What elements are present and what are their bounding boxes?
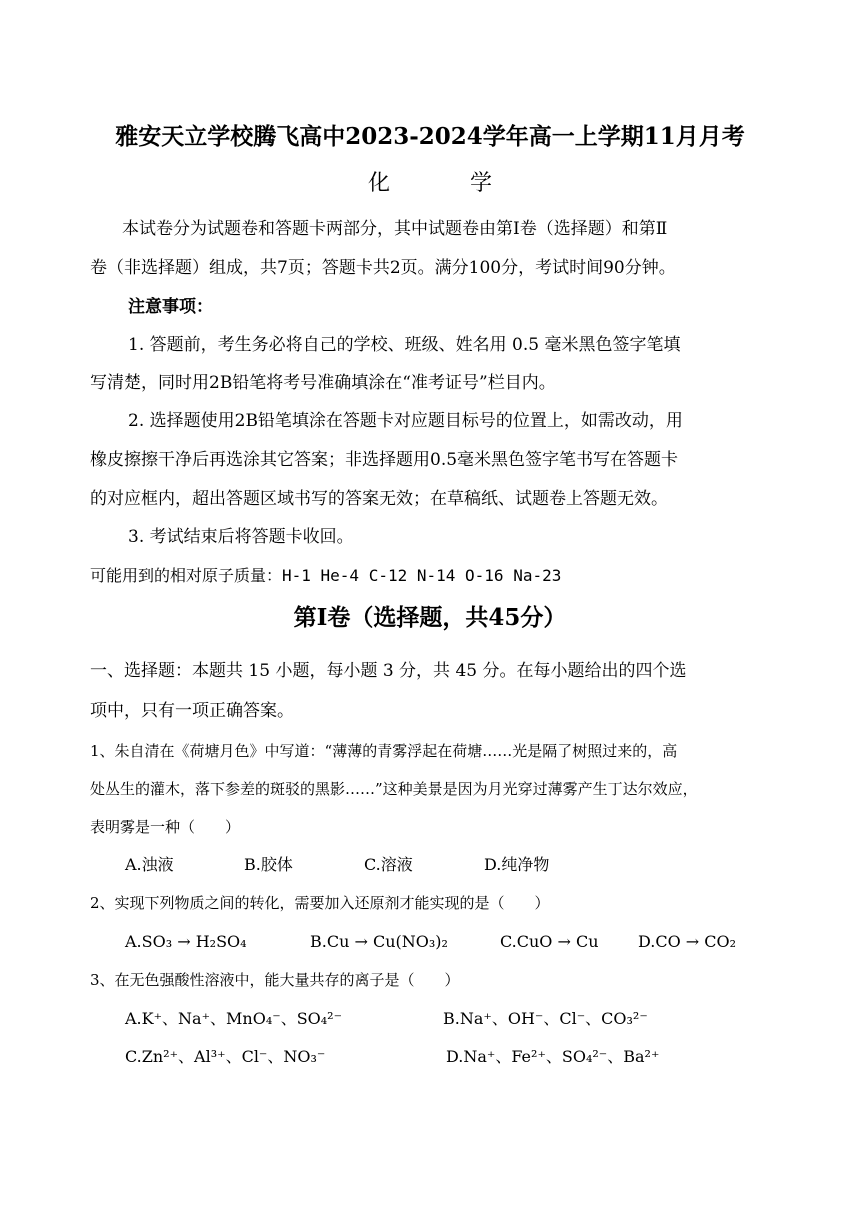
- notice-item-2-line-1: 2. 选择题使用2B铅笔填涂在答题卡对应题目标号的位置上，如需改动，用: [128, 411, 683, 431]
- question-2-stem: 2、实现下列物质之间的转化，需要加入还原剂才能实现的是（ ）: [90, 894, 550, 912]
- subject-char-2: 学: [470, 171, 493, 196]
- atomic-masses: 可能用到的相对原子质量：H-1 He-4 C-12 N-14 O-16 Na-23: [90, 566, 562, 585]
- question-1-option-d: D.纯净物: [484, 855, 550, 874]
- question-3-option-c: C.Zn²⁺、Al³⁺、Cl⁻、NO₃⁻: [125, 1047, 326, 1066]
- section-1-title: 第Ⅰ卷（选择题，共45分）: [293, 604, 567, 631]
- notice-item-1-line-2: 写清楚，同时用2B铅笔将考号准确填涂在“准考证号”栏目内。: [90, 373, 556, 393]
- question-1-line-2: 处丛生的灌木，落下参差的斑驳的黑影……”这种美景是因为月光穿过薄雾产生丁达尔效应，: [90, 780, 698, 798]
- section-1-instructions-line-1: 一、选择题：本题共 15 小题，每小题 3 分，共 45 分。在每小题给出的四个选: [90, 661, 687, 681]
- question-1-line-3: 表明雾是一种（ ）: [90, 818, 241, 836]
- question-2-option-d: D.CO → CO₂: [638, 932, 737, 951]
- question-2-option-a: A.SO₃ → H₂SO₄: [125, 932, 247, 951]
- question-2-option-b: B.Cu → Cu(NO₃)₂: [310, 932, 448, 951]
- subject-heading: [0, 170, 860, 198]
- intro-line-1: 本试卷分为试题卷和答题卡两部分，其中试题卷由第Ⅰ卷（选择题）和第Ⅱ: [122, 219, 668, 239]
- question-1-line-1: 1、朱自清在《荷塘月色》中写道：“薄薄的青雾浮起在荷塘……光是隔了树照过来的，高: [90, 742, 678, 760]
- question-2-option-c: C.CuO → Cu: [500, 932, 599, 951]
- notice-item-2-line-3: 的对应框内，超出答题区域书写的答案无效；在草稿纸、试题卷上答题无效。: [90, 489, 668, 509]
- question-1-option-a: A.浊液: [125, 855, 174, 874]
- exam-title: 雅安天立学校腾飞高中2023-2024学年高一上学期11月月考: [115, 123, 745, 150]
- subject-char-1: 化: [367, 171, 390, 196]
- question-3-option-b: B.Na⁺、OH⁻、Cl⁻、CO₃²⁻: [443, 1009, 648, 1028]
- question-1-option-b: B.胶体: [244, 855, 293, 874]
- intro-line-2: 卷（非选择题）组成，共7页；答题卡共2页。满分100分，考试时间90分钟。: [90, 258, 676, 278]
- notice-item-1-line-1: 1. 答题前，考生务必将自己的学校、班级、姓名用 0.5 毫米黑色签字笔填: [128, 335, 681, 355]
- question-3-option-a: A.K⁺、Na⁺、MnO₄⁻、SO₄²⁻: [125, 1009, 343, 1028]
- notice-item-2-line-2: 橡皮擦擦干净后再选涂其它答案；非选择题用0.5毫米黑色签字笔书写在答题卡: [90, 450, 679, 470]
- question-1-option-c: C.溶液: [364, 855, 413, 874]
- notice-heading: 注意事项：: [128, 297, 213, 317]
- question-3-stem: 3、在无色强酸性溶液中，能大量共存的离子是（ ）: [90, 971, 460, 989]
- question-3-option-d: D.Na⁺、Fe²⁺、SO₄²⁻、Ba²⁺: [446, 1047, 660, 1066]
- notice-item-3: 3. 考试结束后将答题卡收回。: [128, 527, 354, 547]
- section-1-instructions-line-2: 项中，只有一项正确答案。: [90, 701, 294, 721]
